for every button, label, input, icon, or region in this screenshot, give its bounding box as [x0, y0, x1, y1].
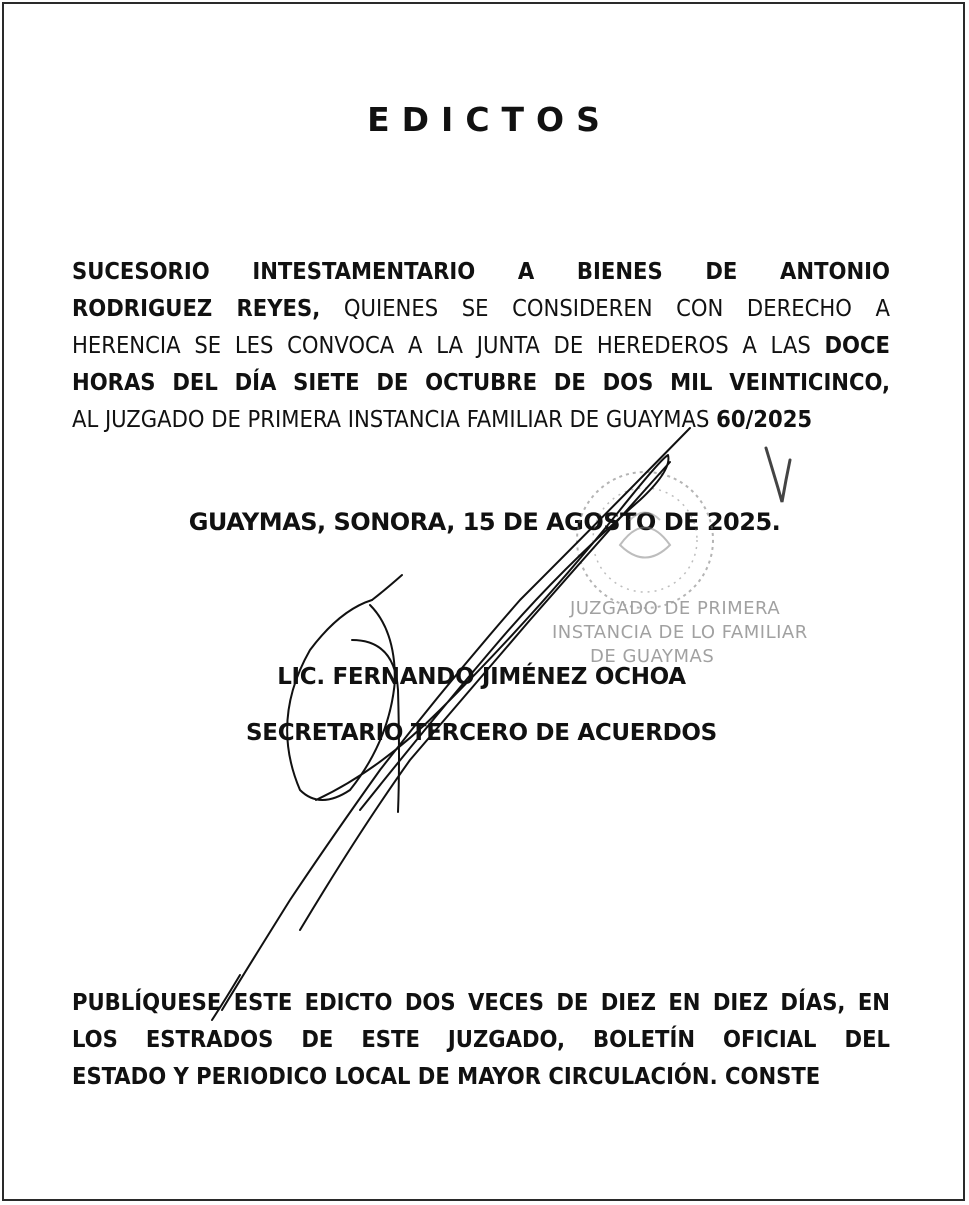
body-line-5 — [72, 401, 890, 438]
body-line-5-text: AL JUZGADO DE PRIMERA INSTANCIA FAMILIAR DE GUAYMAS — [72, 405, 717, 433]
heir-name: RODRIGUEZ REYES, — [72, 294, 321, 322]
publish-line-3: ESTADO Y PERIODICO LOCAL DE MAYOR CIRCULACIÓN. CONSTE — [72, 1062, 821, 1090]
body-line-3-text: HERENCIA SE LES CONVOCA A LA JUNTA DE HEREDEROS A LAS — [72, 331, 825, 359]
place-and-date: GUAYMAS, SONORA, 15 DE AGOSTO DE 2025. — [188, 508, 781, 536]
signer-name: LIC. FERNANDO JIMÉNEZ OCHOA — [277, 664, 686, 690]
body-line-3 — [72, 327, 890, 364]
body-line-2 — [72, 290, 890, 327]
signer-title: SECRETARIO TERCERO DE ACUERDOS — [246, 720, 717, 746]
body-line-3-bold: DOCE — [824, 331, 890, 359]
publish-line-2: LOS ESTRADOS DE ESTE JUZGADO, BOLETÍN OFICIAL DEL — [72, 1025, 890, 1053]
case-number: 60/2025 — [716, 405, 813, 433]
body-line-1: SUCESORIO INTESTAMENTARIO A BIENES DE ANTONIO — [72, 257, 890, 285]
document-title: EDICTOS — [367, 100, 612, 139]
body-line-2-text: QUIENES SE CONSIDEREN CON DERECHO A — [320, 294, 890, 322]
stamp-line-2: INSTANCIA DE LO FAMILIAR — [552, 622, 808, 643]
stamp-line-1: JUZGADO DE PRIMERA — [570, 598, 781, 619]
body-line-4: HORAS DEL DÍA SIETE DE OCTUBRE DE DOS MIL VEINTICINCO, — [72, 368, 890, 396]
publish-line-1: PUBLÍQUESE ESTE EDICTO DOS VECES DE DIEZ EN DIEZ DÍAS, EN — [72, 988, 890, 1016]
edict-body — [72, 253, 890, 438]
stamp-line-3: DE GUAYMAS — [590, 646, 715, 667]
check-mark-icon — [760, 440, 800, 510]
publication-notice — [72, 984, 890, 1095]
